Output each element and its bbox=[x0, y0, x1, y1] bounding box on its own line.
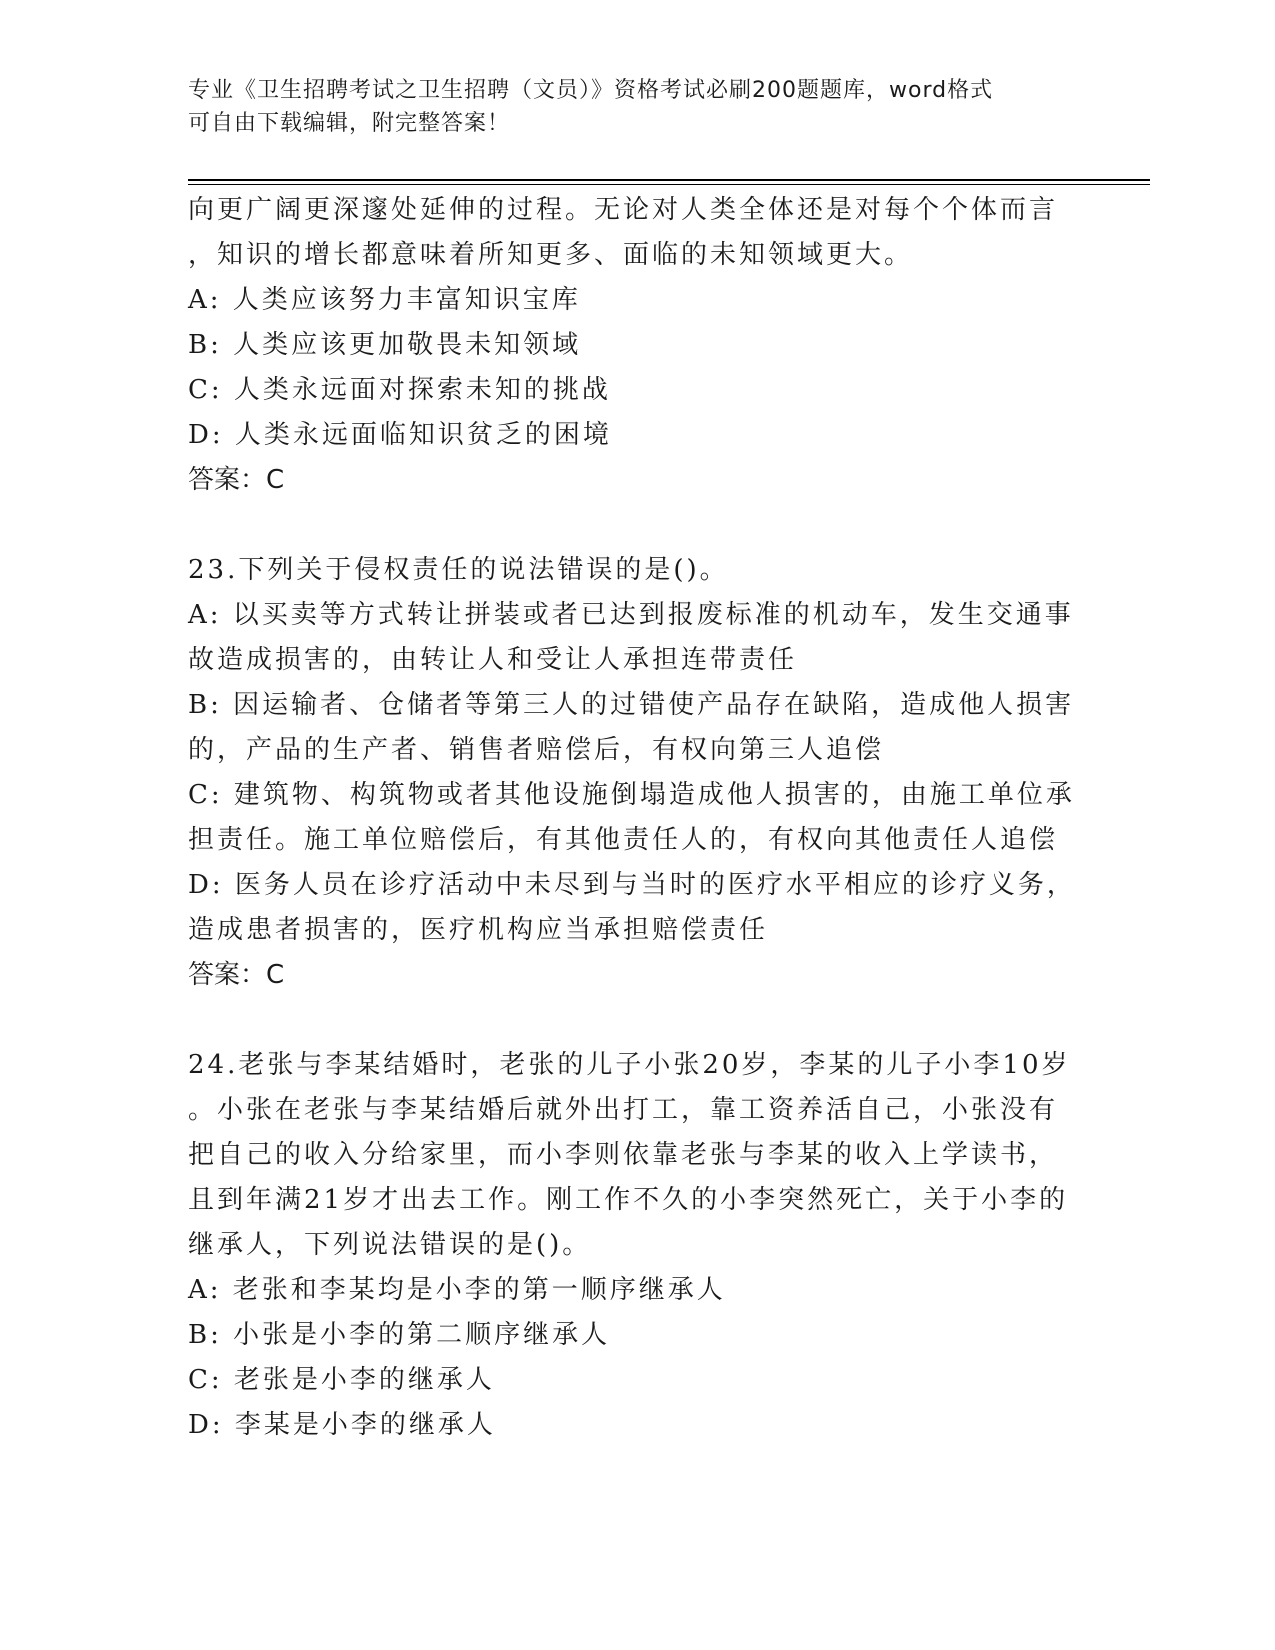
option-b-continued: 的，产品的生产者、销售者赔偿后，有权向第三人追偿 bbox=[188, 735, 885, 765]
question-stem: 24.老张与李某结婚时，老张的儿子小张20岁，李某的儿子小李10岁 bbox=[188, 1050, 1071, 1080]
option-a: A: 以买卖等方式转让拼装或者已达到报废标准的机动车，发生交通事 bbox=[188, 600, 1074, 630]
answer-text: 答案：C bbox=[188, 465, 285, 495]
option-c: C: 老张是小李的继承人 bbox=[188, 1365, 495, 1395]
question-stem: 23.下列关于侵权责任的说法错误的是()。 bbox=[188, 555, 729, 585]
option-d: D: 李某是小李的继承人 bbox=[188, 1410, 496, 1440]
header-divider-thick bbox=[188, 179, 1150, 181]
question-stem-continued: 把自己的收入分给家里，而小李则依靠老张与李某的收入上学读书， bbox=[188, 1140, 1059, 1170]
option-c: C: 建筑物、构筑物或者其他设施倒塌造成他人损害的，由施工单位承 bbox=[188, 780, 1075, 810]
passage-line: 向更广阔更深邃处延伸的过程。无论对人类全体还是对每个个体而言 bbox=[188, 195, 1059, 225]
document-header bbox=[188, 74, 1068, 140]
question-stem-continued: 继承人，下列说法错误的是()。 bbox=[188, 1230, 592, 1260]
option-b: B: 人类应该更加敬畏未知领域 bbox=[188, 330, 582, 360]
spacer bbox=[188, 998, 1088, 1043]
option-b: B: 小张是小李的第二顺序继承人 bbox=[188, 1320, 611, 1350]
option-b: B: 因运输者、仓储者等第三人的过错使产品存在缺陷，造成他人损害 bbox=[188, 690, 1075, 720]
option-c-continued: 担责任。施工单位赔偿后，有其他责任人的，有权向其他责任人追偿 bbox=[188, 825, 1059, 855]
question-stem-continued: 且到年满21岁才出去工作。刚工作不久的小李突然死亡，关于小李的 bbox=[188, 1185, 1069, 1215]
option-d: D: 医务人员在诊疗活动中未尽到与当时的医疗水平相应的诊疗义务， bbox=[188, 870, 1076, 900]
header-title-line-1: 专业《卫生招聘考试之卫生招聘（文员）》资格考试必刷200题题库，word格式 bbox=[188, 78, 994, 103]
option-c: C: 人类永远面对探索未知的挑战 bbox=[188, 375, 611, 405]
option-a-continued: 故造成损害的，由转让人和受让人承担连带责任 bbox=[188, 645, 798, 675]
option-d-continued: 造成患者损害的，医疗机构应当承担赔偿责任 bbox=[188, 915, 769, 945]
document-body bbox=[188, 188, 1088, 1448]
header-divider-thin bbox=[188, 184, 1150, 185]
question-22-continued bbox=[188, 188, 1088, 503]
spacer bbox=[188, 503, 1088, 548]
question-24 bbox=[188, 1043, 1088, 1448]
option-a: A: 人类应该努力丰富知识宝库 bbox=[188, 285, 581, 315]
header-title-line-2: 可自由下载编辑，附完整答案！ bbox=[188, 111, 511, 136]
option-a: A: 老张和李某均是小李的第一顺序继承人 bbox=[188, 1275, 726, 1305]
answer-text: 答案：C bbox=[188, 960, 285, 990]
option-d: D: 人类永远面临知识贫乏的困境 bbox=[188, 420, 612, 450]
question-stem-continued: 。小张在老张与李某结婚后就外出打工，靠工资养活自己，小张没有 bbox=[188, 1095, 1059, 1125]
question-23 bbox=[188, 548, 1088, 998]
passage-line: ，知识的增长都意味着所知更多、面临的未知领域更大。 bbox=[188, 240, 914, 270]
